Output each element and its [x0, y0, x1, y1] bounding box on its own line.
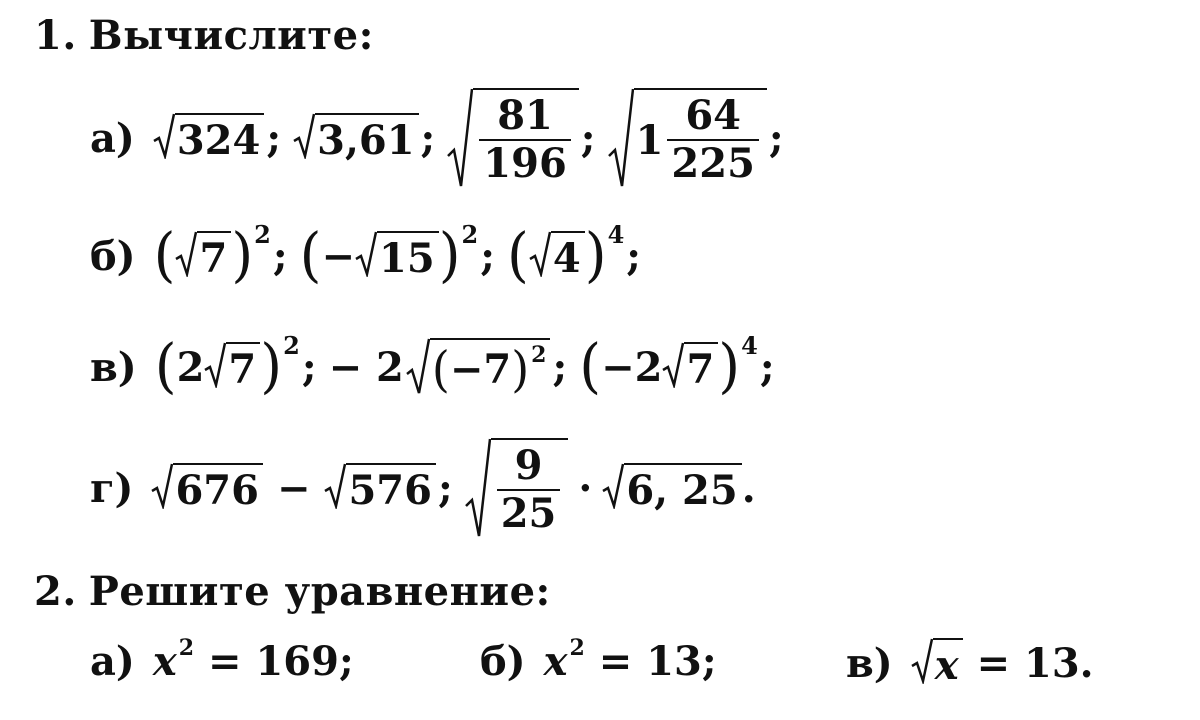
expr-sqrt-1-64-over-225 — [608, 88, 767, 188]
radicand: 676 — [173, 463, 263, 514]
radical — [447, 88, 579, 188]
expr-sqrt676-minus-sqrt576 — [151, 463, 436, 514]
fraction-numerator: 64 — [685, 92, 741, 139]
inner-value: −7 — [449, 345, 512, 393]
radicand: x — [933, 638, 963, 689]
equation-b — [480, 634, 717, 685]
exponent: 2 — [569, 634, 585, 661]
expr-sqrt-9-over-25-times-sqrt-6-25 — [465, 438, 756, 538]
radical — [153, 113, 265, 164]
variable-x: x — [152, 638, 177, 685]
fraction-denominator: 25 — [500, 490, 557, 537]
radical — [151, 463, 263, 514]
fraction — [479, 92, 571, 187]
radicand: ( −7 ) 2 — [430, 338, 551, 396]
equation-rhs: = 13. — [976, 640, 1094, 687]
fraction — [497, 442, 561, 537]
coefficient: 2 — [176, 343, 205, 391]
exponent: 2 — [283, 330, 300, 360]
radical-sign-icon — [293, 113, 315, 159]
radical-sign-icon — [447, 88, 473, 188]
exponent: 2 — [461, 219, 479, 249]
radicand: 6, 25 — [624, 463, 741, 514]
fraction-denominator: 225 — [671, 140, 755, 187]
radical-sign-icon — [355, 231, 377, 277]
fraction-numerator: 9 — [514, 442, 543, 489]
task-1-row-g: г) 676 − 576 ; $\frac{9}{25}$ · 6, 25 . — [90, 438, 756, 538]
equation-rhs: = 169; — [208, 638, 354, 685]
exponent: 2 — [178, 634, 195, 661]
task-2-number: 2. — [34, 568, 77, 615]
coefficient: − 2 — [328, 343, 404, 391]
row-a-label: а) — [90, 114, 135, 162]
mixed-whole: 1 — [635, 116, 664, 164]
radical — [465, 438, 569, 538]
task-1-heading — [34, 12, 374, 59]
radical — [662, 342, 718, 393]
radicand: 15 — [377, 231, 439, 282]
minus-sign: − — [321, 232, 356, 280]
radical-sign-icon — [529, 231, 551, 277]
radicand: 7 — [684, 342, 718, 393]
radicand: 324 — [175, 113, 265, 164]
minus-sign: − — [276, 464, 311, 512]
task-1-row-v: в) ( 2 7 ) 2 ; − 2 ( −7 ) 2 ; ( −2 7 ) 4 ; — [90, 330, 775, 401]
eq-b-label: б) — [480, 638, 526, 685]
row-b-label: б) — [90, 232, 136, 280]
task-2-title: Решите уравнение: — [88, 568, 551, 615]
radicand — [634, 88, 767, 188]
radical-sign-icon — [911, 638, 933, 684]
radical-sign-icon — [324, 463, 346, 509]
equation-v — [846, 638, 1094, 689]
task-1-title: Вычислите: — [88, 12, 374, 59]
eq-v-label: в) — [846, 640, 893, 687]
radical — [608, 88, 767, 188]
radicand: 7 — [197, 231, 231, 282]
radical-sign-icon — [662, 342, 684, 388]
expr-sqrt-324 — [153, 113, 265, 164]
equation-rhs: = 13; — [598, 638, 717, 685]
radicand: 4 — [551, 231, 585, 282]
row-g-label: г) — [90, 464, 134, 512]
exponent: 2 — [531, 342, 547, 368]
expr-sqrt4-fourth: ( 4 ) 4 — [507, 219, 625, 290]
task-2-heading — [34, 568, 551, 615]
row-v-label: в) — [90, 343, 137, 391]
radical — [406, 338, 551, 396]
radicand: 3,61 — [315, 113, 418, 164]
radical-sign-icon — [153, 113, 175, 159]
task-2-equations — [90, 634, 1170, 694]
expr-2sqrt7-squared: ( 2 7 ) 2 — [154, 330, 300, 401]
expr-neg2sqrt7-fourth: ( −2 7 ) 4 — [579, 330, 758, 401]
exponent: 4 — [741, 330, 758, 360]
exponent: 2 — [254, 219, 271, 249]
variable-x: x — [543, 638, 568, 685]
expr-neg2-sqrt-neg7-squared — [329, 338, 551, 396]
multiply-dot: · — [578, 464, 593, 512]
expr-neg-sqrt15-squared: ( − 15 ) 2 — [299, 219, 479, 290]
period: . — [741, 464, 756, 512]
radical — [204, 342, 260, 393]
radical — [355, 231, 439, 282]
fraction — [667, 92, 759, 187]
expr-sqrt7-squared: ( 7 ) 2 — [153, 219, 271, 290]
fraction-denominator: 196 — [483, 140, 567, 187]
radicand — [491, 438, 569, 538]
radical-sign-icon — [602, 463, 624, 509]
radical-sign-icon — [175, 231, 197, 277]
radical — [529, 231, 585, 282]
radical — [911, 638, 963, 689]
fraction-numerator: 81 — [497, 92, 553, 139]
radical — [602, 463, 741, 514]
radical — [175, 231, 231, 282]
radicand: 7 — [226, 342, 260, 393]
task-1-row-b: б) ( 7 ) 2 ; ( − 15 ) 2 ; ( 4 ) 4 ; — [90, 219, 642, 290]
eq-a-label: а) — [90, 638, 135, 685]
radical — [324, 463, 436, 514]
equation-a — [90, 634, 354, 685]
radical-sign-icon — [151, 463, 173, 509]
radicand — [473, 88, 579, 188]
radical-sign-icon — [608, 88, 634, 188]
coefficient: −2 — [601, 343, 663, 391]
radical-sign-icon — [204, 342, 226, 388]
expr-sqrt-3-61 — [293, 113, 418, 164]
radical-sign-icon — [406, 338, 430, 396]
expr-sqrt-81-over-196 — [447, 88, 579, 188]
radicand: 576 — [346, 463, 436, 514]
task-1-row-a: а) 324 ; 3,61 ; $\frac{81}{196}$ ; 1 $\frac{64}{225}$ ; — [90, 88, 796, 188]
radical-sign-icon — [465, 438, 491, 538]
radical — [293, 113, 418, 164]
task-1-number: 1. — [34, 12, 77, 59]
exponent: 4 — [607, 219, 625, 249]
